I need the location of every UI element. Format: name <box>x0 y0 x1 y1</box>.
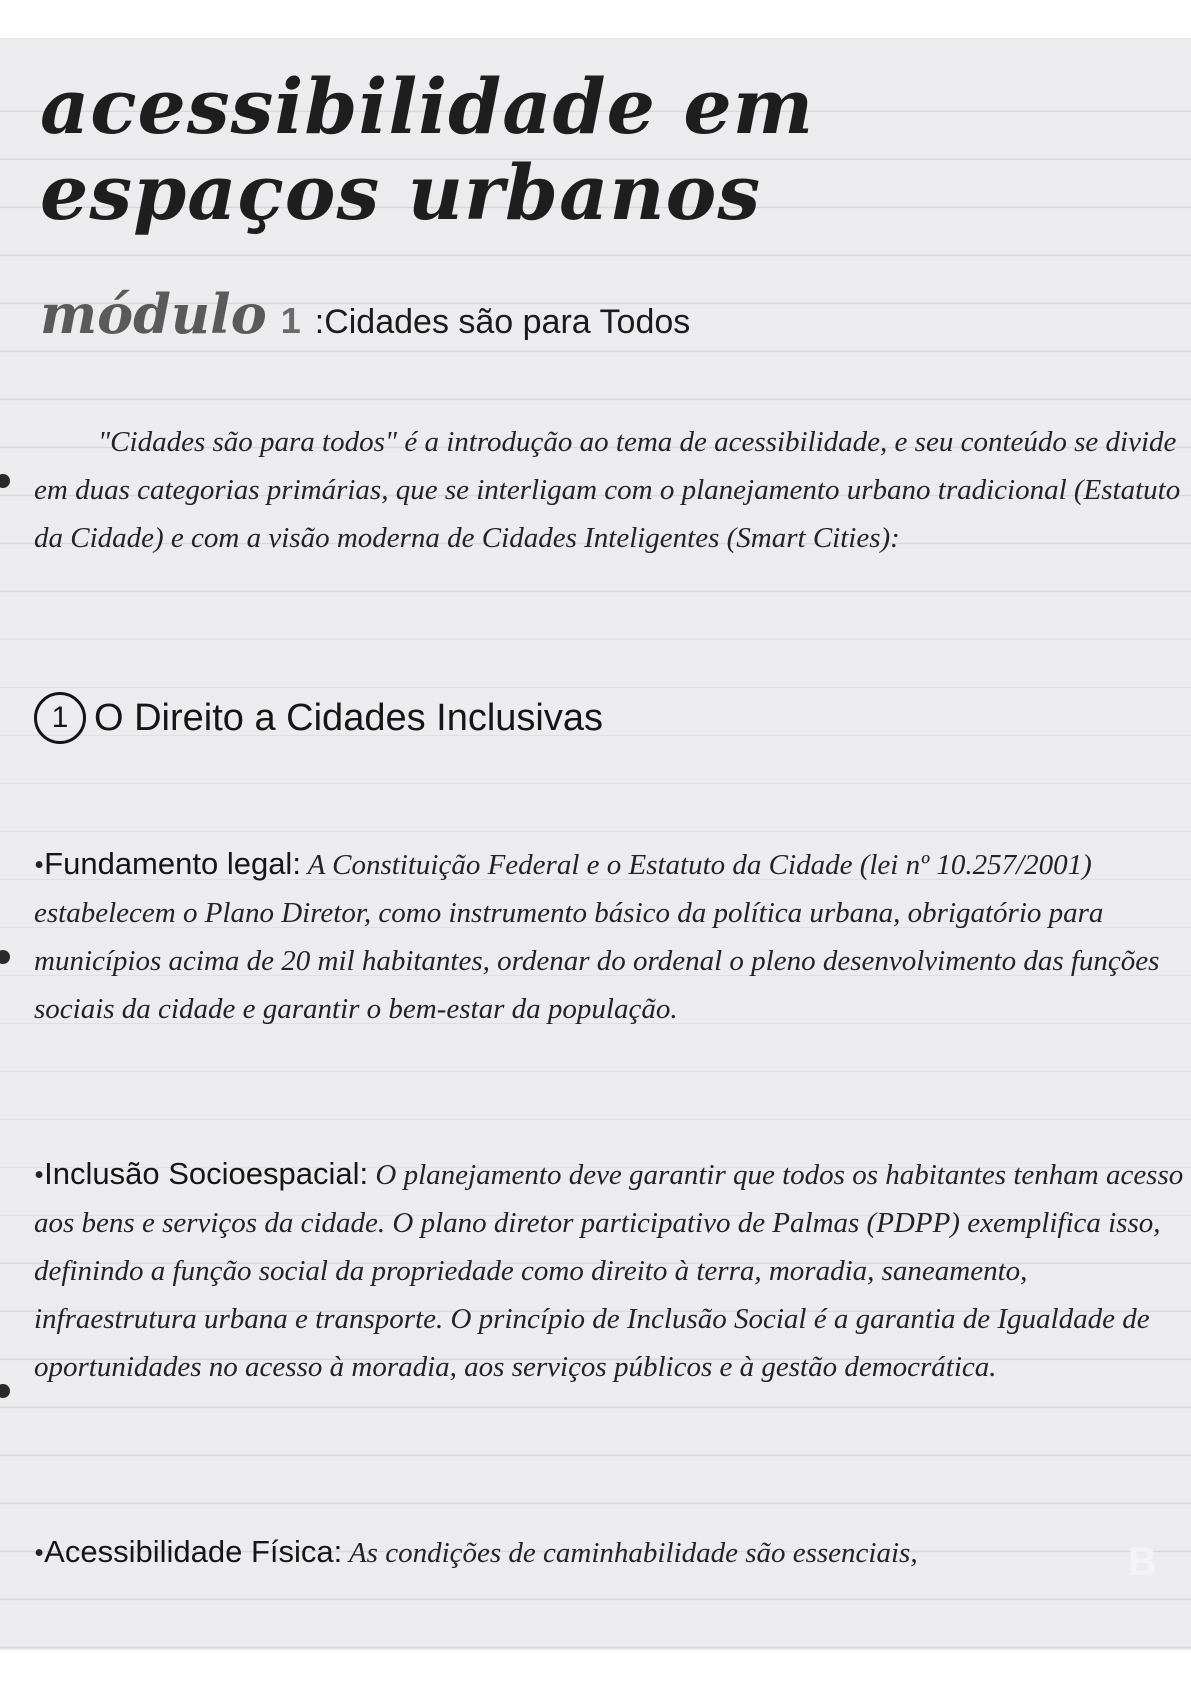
section-heading <box>34 692 603 744</box>
bullet-text: A Constituição Federal e o Estatuto da Cidade (lei nº 10.257/2001) estabelecem o Plano Diretor, como instrumento básico da política urbana, obrigatório para municípios acima de 20 mil habitantes, ordenar do ordenal o pleno desenvolvimento das funções sociais da cidade e garantir o bem-estar da população. <box>34 849 1160 1025</box>
bullet-text: As condições de caminhabilidade são essenciais, <box>342 1537 918 1569</box>
bullet-lead: Inclusão Socioespacial: <box>44 1156 369 1191</box>
module-subtitle: :Cidades são para Todos <box>314 303 691 341</box>
bullet-dot: • <box>34 1159 45 1191</box>
bullet-paragraph <box>34 1528 1184 1577</box>
page-title-line-2: espaços urbanos <box>40 148 762 237</box>
module-number: 1 <box>280 300 301 341</box>
bullet-text: O planejamento deve garantir que todos os habitantes tenham acesso aos bens e serviços da cidade. O plano diretor participativo de Palmas (PDPP) exemplifica isso, definindo a função social da propriedade como direito à terra, moradia, saneamento, infraestrutura urbana e transporte. O princípio de Inclusão Social é a garantia de Igualdade de oportunidades no acesso à moradia, aos serviços públicos e à gestão democrática. <box>34 1159 1184 1383</box>
page-bottom-margin <box>0 1650 1191 1685</box>
section-title: O Direito a Cidades Inclusivas <box>94 696 603 739</box>
binder-hole <box>0 950 10 964</box>
module-heading <box>40 282 690 346</box>
bullet-dot: • <box>34 849 45 881</box>
bullet-lead: Fundamento legal: <box>44 846 301 881</box>
binder-hole <box>0 1384 10 1398</box>
bullet-paragraph <box>34 1150 1184 1391</box>
module-label: módulo <box>40 282 267 346</box>
page-title-line-1: acessibilidade em <box>40 62 815 151</box>
section-number-circle: 1 <box>34 692 86 744</box>
intro-paragraph: "Cidades são para todos" é a introdução ao tema de acessibilidade, e seu conteúdo se divide em duas categorias primárias, que se interligam com o planejamento urbano tradicional (Estatuto da Cidade) e com a visão moderna de Cidades Inteligentes (Smart Cities): <box>34 426 1181 554</box>
bullet-lead: Acessibilidade Física: <box>44 1534 343 1569</box>
page-mark: B <box>1128 1540 1157 1584</box>
bullet-dot: • <box>34 1537 45 1569</box>
bullet-paragraph <box>34 840 1184 1033</box>
binder-hole <box>0 474 10 488</box>
